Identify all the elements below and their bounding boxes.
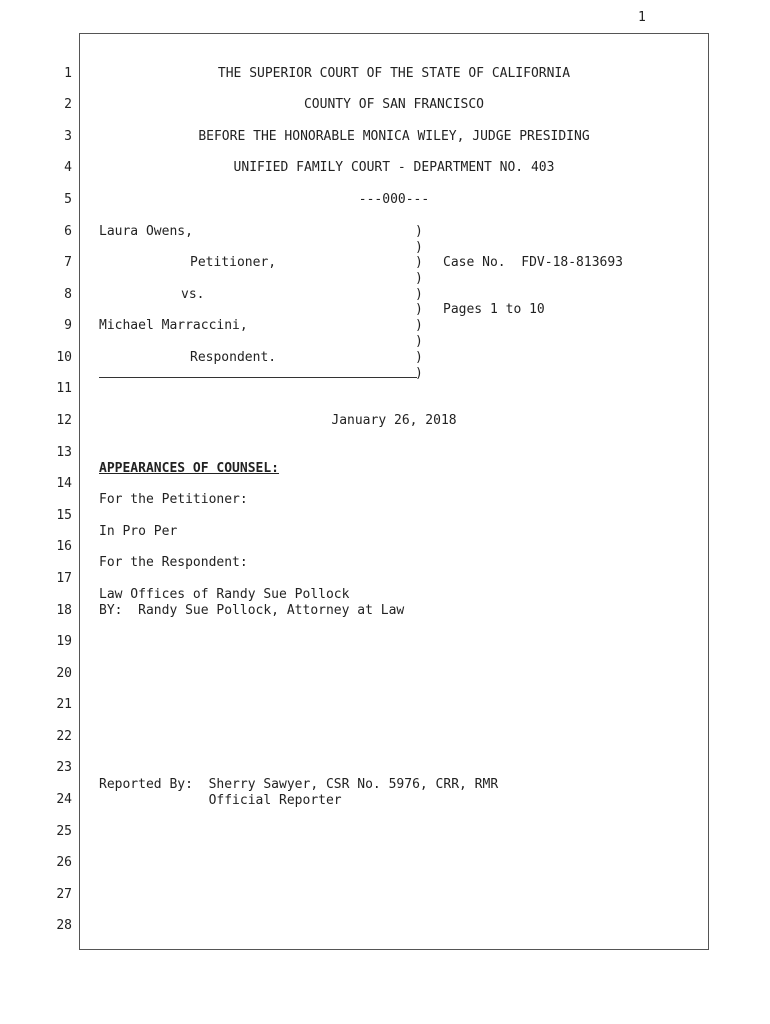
line-number: 24	[56, 792, 72, 807]
line-number: 22	[56, 729, 72, 744]
line-number: 19	[56, 634, 72, 649]
court-title: THE SUPERIOR COURT OF THE STATE OF CALIFORNIA	[217, 66, 571, 81]
petitioner-label: For the Petitioner:	[99, 492, 248, 507]
line-number: 12	[56, 413, 72, 428]
line-number: 10	[56, 350, 72, 365]
respondent-attorney: BY: Randy Sue Pollock, Attorney at Law	[99, 603, 405, 618]
petitioner-counsel: In Pro Per	[99, 524, 178, 539]
paren: )	[415, 350, 423, 365]
paren: )	[415, 255, 423, 270]
petitioner-name: Laura Owens,	[99, 224, 193, 239]
judge-line: BEFORE THE HONORABLE MONICA WILEY, JUDGE PRESIDING	[198, 129, 590, 144]
line-number: 4	[64, 160, 72, 175]
respondent-role: Respondent.	[190, 350, 277, 365]
hearing-date: January 26, 2018	[331, 413, 457, 428]
respondent-label: For the Respondent:	[99, 555, 248, 570]
caption-rule	[99, 377, 417, 378]
county-line: COUNTY OF SAN FRANCISCO	[303, 97, 484, 112]
department-line: UNIFIED FAMILY COURT - DEPARTMENT NO. 403	[233, 160, 555, 175]
appearances-title: APPEARANCES OF COUNSEL:	[99, 461, 280, 476]
paren: )	[415, 334, 423, 349]
line-number: 9	[64, 318, 72, 333]
line-number: 14	[56, 476, 72, 491]
petitioner-role: Petitioner,	[190, 255, 277, 270]
reporter-line: Reported By: Sherry Sawyer, CSR No. 5976, CRR, RMR	[99, 777, 499, 792]
line-number: 28	[56, 918, 72, 933]
line-number: 17	[56, 571, 72, 586]
reporter-title: Official Reporter	[99, 793, 342, 808]
respondent-firm: Law Offices of Randy Sue Pollock	[99, 587, 350, 602]
separator-line: ---000---	[358, 192, 430, 207]
line-number: 26	[56, 855, 72, 870]
line-number: 18	[56, 603, 72, 618]
respondent-name: Michael Marraccini,	[99, 318, 248, 333]
line-number: 23	[56, 760, 72, 775]
line-number: 3	[64, 129, 72, 144]
page-range: Pages 1 to 10	[443, 302, 545, 317]
paren: )	[415, 287, 423, 302]
line-number: 20	[56, 666, 72, 681]
paren: )	[415, 224, 423, 239]
line-number: 13	[56, 445, 72, 460]
case-number: Case No. FDV-18-813693	[443, 255, 624, 270]
line-number: 16	[56, 539, 72, 554]
line-number: 6	[64, 224, 72, 239]
paren: )	[415, 240, 423, 255]
versus-text: vs.	[181, 287, 205, 302]
line-number: 21	[56, 697, 72, 712]
line-number: 15	[56, 508, 72, 523]
paren: )	[415, 366, 423, 381]
line-number: 25	[56, 824, 72, 839]
paren: )	[415, 302, 423, 317]
line-number: 7	[64, 255, 72, 270]
line-number: 5	[64, 192, 72, 207]
paren: )	[415, 271, 423, 286]
line-number: 11	[56, 381, 72, 396]
line-number: 27	[56, 887, 72, 902]
page-number: 1	[638, 10, 646, 25]
line-number: 2	[64, 97, 72, 112]
line-number: 1	[64, 66, 72, 81]
line-number: 8	[64, 287, 72, 302]
paren: )	[415, 318, 423, 333]
